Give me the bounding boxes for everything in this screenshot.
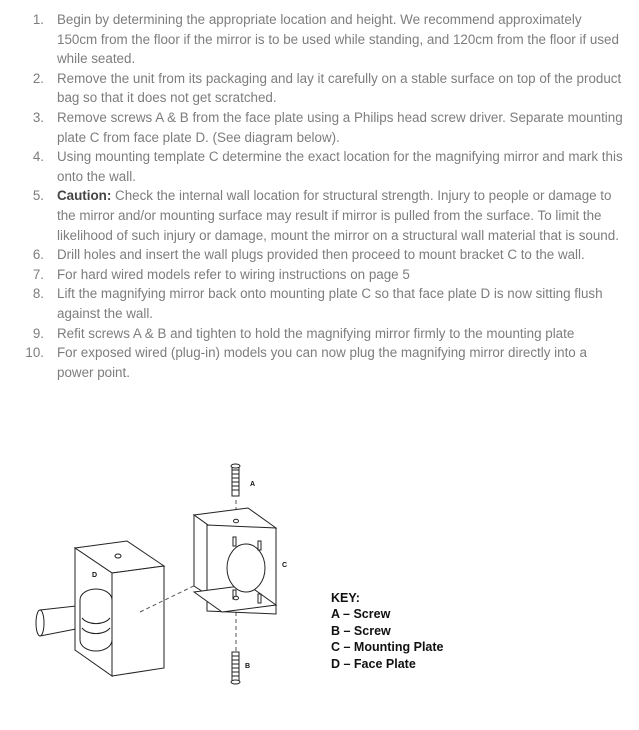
key-title: KEY: [331, 591, 360, 605]
screw-a [231, 464, 240, 496]
face-plate-d [75, 541, 164, 676]
step-6 [0, 245, 639, 265]
step-number: 3. [32, 109, 44, 125]
key-item-c: C – Mounting Plate [331, 640, 444, 655]
step-1 [0, 10, 639, 69]
step-4 [0, 147, 639, 186]
step-number: 7. [32, 266, 44, 282]
step-10 [0, 343, 639, 382]
screw-b [231, 652, 240, 684]
step-text: For hard wired models refer to wiring instructions on page 5 [57, 266, 410, 282]
step-text: Remove screws A & B from the face plate using a Philips head screw driver. Separate mounting plate C from face plate D. (See diagram below). [57, 109, 623, 145]
step-number: 9. [32, 325, 44, 341]
step-number: 4. [32, 149, 44, 165]
step-number: 6. [32, 247, 44, 263]
key-item-b: B – Screw [331, 623, 391, 638]
step-number: 2. [32, 70, 44, 86]
key-item-a: A – Screw [331, 607, 391, 622]
step-number: 1. [32, 12, 44, 27]
step-text: For exposed wired (plug-in) models you can now plug the magnifying mirror directly into a power point. [57, 345, 587, 380]
step-text: Check the internal wall location for structural strength. Injury to people or damage to the mirror and/or mounting surface may result if mirror is pulled from the surface. To limit the likelihood of such injury or damage, mount the mirror on a structural wall material that is sound. [57, 188, 619, 243]
step-2 [0, 69, 639, 108]
label-d: D [92, 572, 98, 579]
step-text: Begin by determining the appropriate location and height. We recommend approximately 150cm from the floor if the mirror is to be used while standing, and 120cm from the floor if used while seated. [57, 12, 619, 67]
step-7 [0, 265, 639, 285]
step-number: 10. [25, 345, 44, 361]
step-5 [0, 186, 639, 245]
step-9 [0, 324, 639, 344]
step-text: Lift the magnifying mirror back onto mounting plate C so that face plate D is now sitting flush against the wall. [57, 286, 603, 321]
diagram-key [331, 590, 444, 672]
mounting-plate-c [194, 508, 276, 614]
step-text: Using mounting template C determine the exact location for the magnifying mirror and mark this onto the wall. [57, 149, 623, 184]
label-c: C [282, 562, 288, 569]
step-text: Remove the unit from its packaging and lay it carefully on a stable surface on top of the product bag so that it does not get scratched. [57, 70, 622, 106]
step-8 [0, 284, 639, 323]
step-number: 5. [32, 188, 44, 204]
step-3 [0, 108, 639, 147]
mounting-diagram [0, 455, 639, 730]
step-text: Drill holes and insert the wall plugs provided then proceed to mount bracket C to the wall. [57, 247, 585, 263]
step-number: 8. [32, 286, 44, 302]
label-b: B [245, 663, 251, 670]
label-a: A [250, 481, 256, 488]
caution-label: Caution: [57, 188, 112, 204]
step-text: Refit screws A & B and tighten to hold the magnifying mirror firmly to the mounting plate [57, 325, 575, 341]
key-item-d: D – Face Plate [331, 656, 416, 671]
instruction-list [0, 10, 639, 382]
